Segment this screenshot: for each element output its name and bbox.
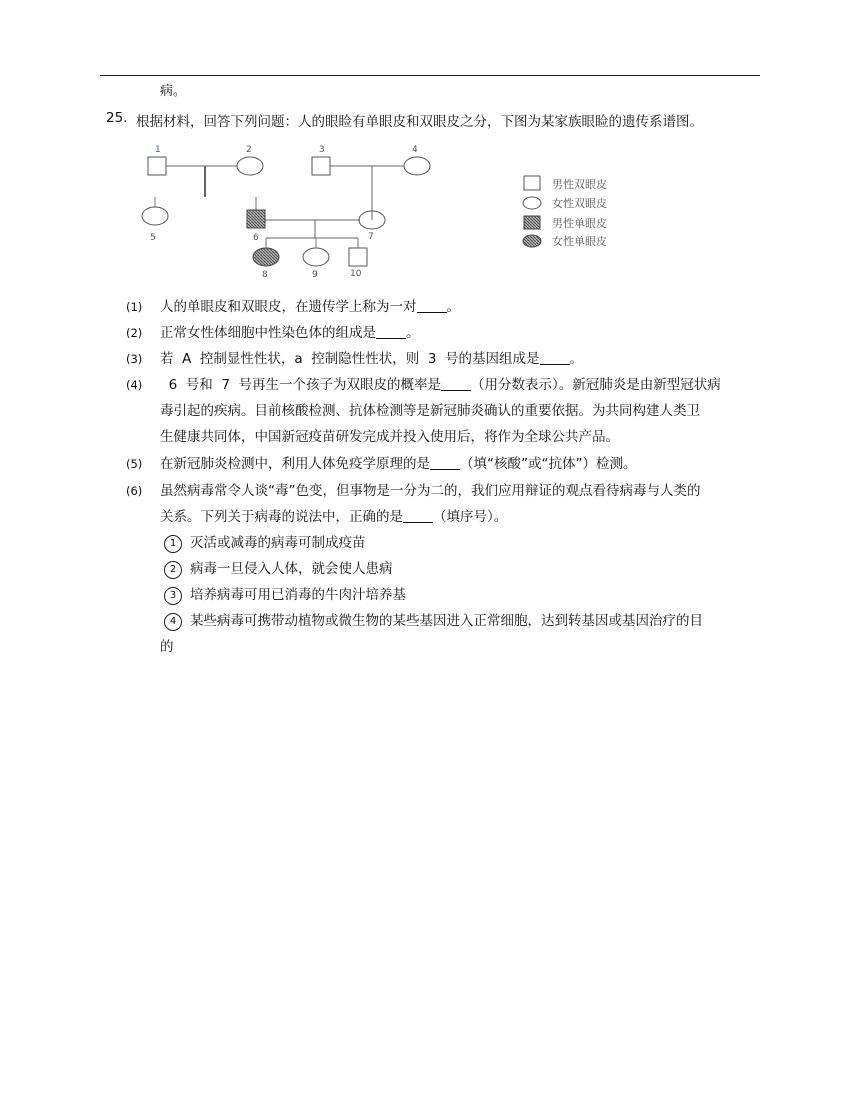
pedigree-chart — [140, 140, 660, 280]
option-1: 1 灭活或减毒的病毒可制成疫苗 — [164, 531, 366, 555]
legend-label-4: 女性单眼皮 — [552, 235, 607, 248]
individual-4 — [404, 157, 430, 175]
individual-2 — [237, 157, 263, 175]
sub-question-4-line2: 毒引起的疾病。目前核酸检测、抗体检测等是新冠肺炎确认的重要依据。为共同构建人类卫 — [160, 403, 700, 419]
legend-label-1: 男性双眼皮 — [552, 178, 607, 191]
legend-shaded-circle — [523, 235, 541, 247]
individual-8 — [253, 248, 279, 266]
label-10: 10 — [350, 269, 362, 279]
answer-blank[interactable] — [417, 297, 447, 313]
label-4: 4 — [412, 145, 418, 155]
sub-question-4-line3: 生健康共同体，中国新冠疫苗研发完成并投入使用后，将作为全球公共产品。 — [160, 429, 619, 445]
label-8: 8 — [262, 270, 268, 280]
header-rule — [100, 75, 760, 76]
legend-label-3: 男性单眼皮 — [552, 217, 607, 230]
individual-6 — [247, 210, 265, 228]
option-2: 2 病毒一旦侵入人体，就会使人患病 — [164, 557, 393, 581]
label-2: 2 — [246, 145, 252, 155]
individual-9 — [303, 248, 329, 266]
sub-question-6-line2: 关系。下列关于病毒的说法中，正确的是 （填序号）。 — [160, 509, 508, 525]
individual-1 — [148, 157, 166, 175]
carry-over-text: 病。 — [160, 84, 187, 99]
option-4-wrap: 的 — [160, 639, 174, 655]
individual-3 — [312, 157, 330, 175]
label-6: 6 — [253, 233, 259, 243]
legend-empty-square — [524, 176, 540, 190]
legend-empty-circle — [523, 197, 541, 209]
label-9: 9 — [312, 270, 318, 280]
label-3: 3 — [319, 145, 325, 155]
answer-blank[interactable] — [430, 454, 460, 470]
question-number: 25. — [106, 110, 128, 126]
label-1: 1 — [155, 145, 161, 155]
individual-10 — [349, 248, 367, 266]
label-5: 5 — [150, 233, 156, 243]
answer-blank[interactable] — [540, 349, 570, 365]
legend-label-2: 女性双眼皮 — [552, 197, 607, 210]
option-4: 4 某些病毒可携带动植物或微生物的某些基因进入正常细胞，达到转基因或基因治疗的目 — [164, 609, 703, 633]
legend-shaded-square — [524, 216, 540, 229]
label-7: 7 — [368, 232, 374, 242]
question-stem: 根据材料，回答下列问题：人的眼睑有单眼皮和双眼皮之分，下图为某家族眼睑的遗传系谱图。 — [136, 114, 703, 130]
answer-blank[interactable] — [403, 507, 433, 523]
answer-blank[interactable] — [441, 375, 471, 391]
individual-5 — [142, 207, 168, 225]
option-3: 3 培养病毒可用已消毒的牛肉汁培养基 — [164, 583, 406, 607]
answer-blank[interactable] — [376, 323, 406, 339]
